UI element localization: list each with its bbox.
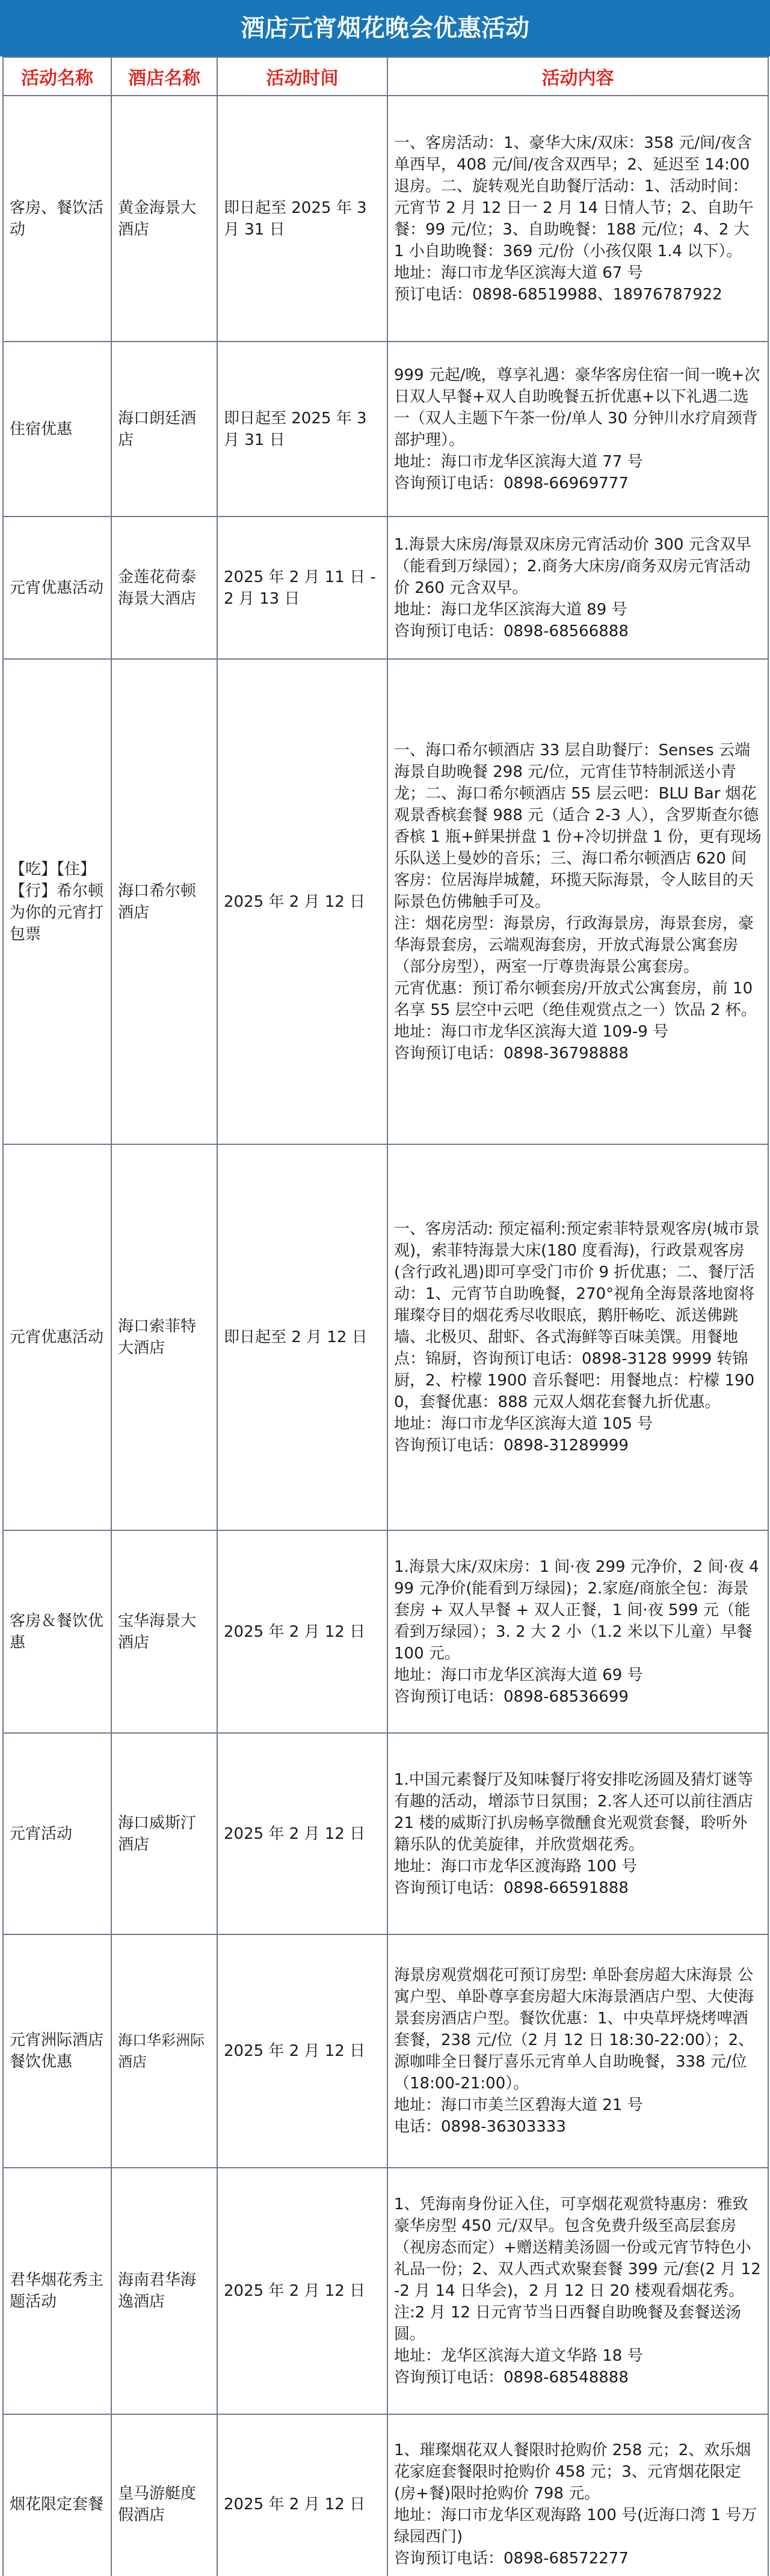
hotel-name: 宝华海景大酒店 xyxy=(111,1530,217,1733)
content-address: 地址：海口市美兰区碧海大道 21 号 xyxy=(394,2096,643,2114)
activity-content xyxy=(387,96,768,342)
activity-content xyxy=(387,2168,768,2414)
activity-time: 2025 年 2 月 12 日 xyxy=(217,1733,387,1934)
activity-time: 2025 年 2 月 11 日 -2 月 13 日 xyxy=(217,517,387,659)
table-row xyxy=(3,96,768,342)
hotel-name: 金莲花荷泰海景大酒店 xyxy=(111,517,217,659)
content-line: 注：烟花房型：海景房，行政海景房，海景套房，豪华海景套房，云端观海套房，开放式海景公寓套房（部分房型），两室一厅尊贵海景公寓套房。 xyxy=(394,914,754,976)
hotel-name: 海口索菲特大酒店 xyxy=(111,1144,217,1530)
content-address: 地址：海口市龙华区观海路 100 号(近海口湾 1 号万绿园西门) xyxy=(394,2506,757,2546)
activity-content xyxy=(387,1733,768,1934)
header-activity-name: 活动名称 xyxy=(3,57,111,96)
activity-name: 元宵活动 xyxy=(3,1733,111,1934)
hotel-name: 海南君华海逸酒店 xyxy=(111,2168,217,2414)
content-line: 一、海口希尔顿酒店 33 层自助餐厅：Senses 云端海景自助晚餐 298 元/位，元宵佳节特制派送小青龙；二、海口希尔顿酒店 55 层云吧：BLU Bar 烟花观景香槟套餐 988 元（适合 2-3 人），含罗斯查尔德香槟 1 瓶+鲜果拼盘 1 份+冷切拼盘 1 份，更有现场乐队送上曼妙的音乐；三、海口希尔顿酒店 620 间客房：位居海岸城麓，环揽天际海景，令人眩目的天际景色仿佛触手可及。 xyxy=(394,741,762,911)
activity-content xyxy=(387,1530,768,1733)
content-phone: 咨询预订电话：0898-66591888 xyxy=(394,1878,629,1897)
table-row xyxy=(3,2414,768,2576)
content-line: 海景房观赏烟花可预订房型: 单卧套房超大床海景 公寓户型、单卧尊享套房超大床海景酒店户型、大使海景套房酒店户型。餐饮优惠：1、中央草坪烧烤啤酒套餐，238 元/位（2 月 12 日 18:30-22:00）；2、源咖啡全日餐厅喜乐元宵单人自助晚餐，338 元/位（18:00-21:00）。 xyxy=(394,1966,754,2093)
activity-name: 元宵优惠活动 xyxy=(3,1144,111,1530)
hotel-name: 海口希尔顿酒店 xyxy=(111,659,217,1144)
content-line: 1、凭海南身份证入住，可享烟花观赏特惠房：雅致豪华房型 450 元/双早。包含免费升级至高层套房（视房态而定）+赠送精美汤圆一份或元宵节特色小礼品一份；2、双人西式欢聚套餐 399 元/套(2 月 12-2 月 14 日华会)，2 月 12 日 20 楼观看烟花秀。注:2 月 12 日元宵节当日西餐自助晚餐及套餐送汤圆。 xyxy=(394,2195,761,2343)
content-phone: 咨询预订电话：0898-68548888 xyxy=(394,2369,629,2387)
hotel-name: 皇马游艇度假酒店 xyxy=(111,2414,217,2576)
content-line: 1.中国元素餐厅及知味餐厅将安排吃汤圆及猜灯谜等有趣的活动，增添节日氛围；2.客人还可以前往酒店 21 楼的威斯汀扒房畅享微醺食光观赏套餐，聆听外籍乐队的优美旋律，并欣赏烟花秀。 xyxy=(394,1770,759,1854)
activity-name: 客房＆餐饮优惠 xyxy=(3,1530,111,1733)
header-hotel-name: 酒店名称 xyxy=(111,57,217,96)
page-title: 酒店元宵烟花晚会优惠活动 xyxy=(0,0,770,57)
activity-name: 【吃】【住】【行】希尔顿为你的元宵打包票 xyxy=(3,659,111,1144)
table-row xyxy=(3,342,768,517)
table-row xyxy=(3,659,768,1144)
content-phone: 咨询预订电话：0898-68566888 xyxy=(394,622,629,640)
activity-name: 元宵洲际酒店餐饮优惠 xyxy=(3,1934,111,2168)
content-phone: 电话：0898-36303333 xyxy=(394,2118,566,2136)
content-phone: 咨询预订电话：0898-31289999 xyxy=(394,1437,629,1455)
content-address: 地址：龙华区滨海大道文华路 18 号 xyxy=(394,2347,643,2365)
content-line: 999 元起/晚，尊享礼遇：豪华客房住宿一间一晚+次日双人早餐+双人自助晚餐五折优惠+以下礼遇二选一（双人主题下午茶一份/单人 30 分钟川水疗肩颈背部护理）。 xyxy=(394,366,760,449)
content-address: 地址：海口市龙华区滨海大道 109-9 号 xyxy=(394,1022,669,1041)
header-row xyxy=(3,57,768,96)
hotel-name: 黄金海景大酒店 xyxy=(111,96,217,342)
content-line: 一、客房活动: 预定福利:预定索菲特景观客房(城市景观)，索菲特海景大床(180 度看海)，行政景观客房(含行政礼遇)即可享受门市价 9 折优惠；二、餐厅活动：1、元宵节自助晚餐，270°视角全海景落地窗将璀璨夺目的烟花秀尽收眼底，鹅肝畅吃、派送佛跳墙、北极贝、甜虾、各式海鲜等百味美馔。用餐地点：锦厨，咨询预订电话：0898-3128 9999 转锦厨，2、柠檬 1900 音乐餐吧：用餐地点：柠檬 1900，套餐优惠：888 元双人烟花套餐九折优惠。 xyxy=(394,1220,760,1411)
activity-time: 即日起至 2 月 12 日 xyxy=(217,1144,387,1530)
table-row xyxy=(3,517,768,659)
table-row xyxy=(3,1144,768,1530)
activity-time: 2025 年 2 月 12 日 xyxy=(217,2414,387,2576)
table-row xyxy=(3,1733,768,1934)
table-row xyxy=(3,1934,768,2168)
header-activity-content: 活动内容 xyxy=(387,57,768,96)
table-row xyxy=(3,1530,768,1733)
content-address: 地址：海口龙华区滨海大道 89 号 xyxy=(394,600,627,619)
hotel-name: 海口威斯汀酒店 xyxy=(111,1733,217,1934)
offers-table xyxy=(2,57,769,2576)
activity-time: 2025 年 2 月 12 日 xyxy=(217,2168,387,2414)
content-address: 地址：海口市龙华区滨海大道 105 号 xyxy=(394,1415,653,1433)
content-phone: 预订电话：0898-68519988、18976787922 xyxy=(394,285,722,304)
content-phone: 咨询预订电话：0898-66969777 xyxy=(394,474,629,492)
content-phone: 咨询预订电话：0898-68572277 xyxy=(394,2550,629,2568)
content-line: 1、璀璨烟花双人餐限时抢购价 258 元；2、欢乐烟花家庭套餐限时抢购价 458 元；3、元宵烟花限定(房+餐)限时抢购价 798 元。 xyxy=(394,2441,751,2503)
content-line: 元宵优惠：预订希尔顿套房/开放式公寓套房，前 10 名享 55 层空中云吧（绝佳观赏点之一）饮品 2 杯。 xyxy=(394,979,758,1019)
activity-content xyxy=(387,2414,768,2576)
activity-content xyxy=(387,517,768,659)
activity-name: 客房、餐饮活动 xyxy=(3,96,111,342)
content-line: 1.海景大床/双床房：1 间·夜 299 元净价，2 间·夜 499 元净价(能看到万绿园)；2.家庭/商旅全包：海景套房 + 双人早餐 + 双人正餐，1 间·夜 599 元（能看到万绿园）；3. 2 大 2 小（1.2 米以下儿童）早餐 100 元。 xyxy=(394,1557,759,1663)
activity-time: 2025 年 2 月 12 日 xyxy=(217,659,387,1144)
content-phone: 咨询预订电话：0898-36798888 xyxy=(394,1044,629,1063)
content-address: 地址：海口市龙华区滨海大道 77 号 xyxy=(394,452,643,471)
content-phone: 咨询预订电话：0898-68536699 xyxy=(394,1687,629,1706)
hotel-name: 海口华彩洲际酒店 xyxy=(111,1934,217,2168)
activity-content xyxy=(387,1144,768,1530)
activity-time: 即日起至 2025 年 3 月 31 日 xyxy=(217,342,387,517)
activity-content xyxy=(387,659,768,1144)
content-line: 1.海景大床房/海景双床房元宵活动价 300 元含双早（能看到万绿园）；2.商务大床房/商务双房元宵活动价 260 元含双早。 xyxy=(394,535,751,597)
activity-name: 元宵优惠活动 xyxy=(3,517,111,659)
activity-content xyxy=(387,342,768,517)
content-line: 一、客房活动：1、豪华大床/双床：358 元/间/夜含单西早，408 元/间/夜含双西早；2、延迟至 14:00 退房。二、旋转观光自助餐厅活动：1、活动时间：元宵节 2 月 12 日一 2 月 14 日情人节；2、自助午餐：99 元/位；3、自助晚餐：188 元/位；4、2 大 1 小自助晚餐：369 元/份（小孩仅限 1.4 以下）。 xyxy=(394,133,755,260)
activity-name: 住宿优惠 xyxy=(3,342,111,517)
activity-name: 烟花限定套餐 xyxy=(3,2414,111,2576)
content-address: 地址：海口市龙华区滨海大道 67 号 xyxy=(394,263,643,282)
table-row xyxy=(3,2168,768,2414)
activity-name: 君华烟花秀主题活动 xyxy=(3,2168,111,2414)
content-address: 地址：海口市龙华区滨海大道 69 号 xyxy=(394,1666,643,1684)
header-activity-time: 活动时间 xyxy=(217,57,387,96)
activity-content xyxy=(387,1934,768,2168)
activity-time: 2025 年 2 月 12 日 xyxy=(217,1530,387,1733)
hotel-name: 海口朗廷酒店 xyxy=(111,342,217,517)
content-address: 地址：海口市龙华区渡海路 100 号 xyxy=(394,1857,638,1875)
activity-time: 2025 年 2 月 12 日 xyxy=(217,1934,387,2168)
activity-time: 即日起至 2025 年 3 月 31 日 xyxy=(217,96,387,342)
